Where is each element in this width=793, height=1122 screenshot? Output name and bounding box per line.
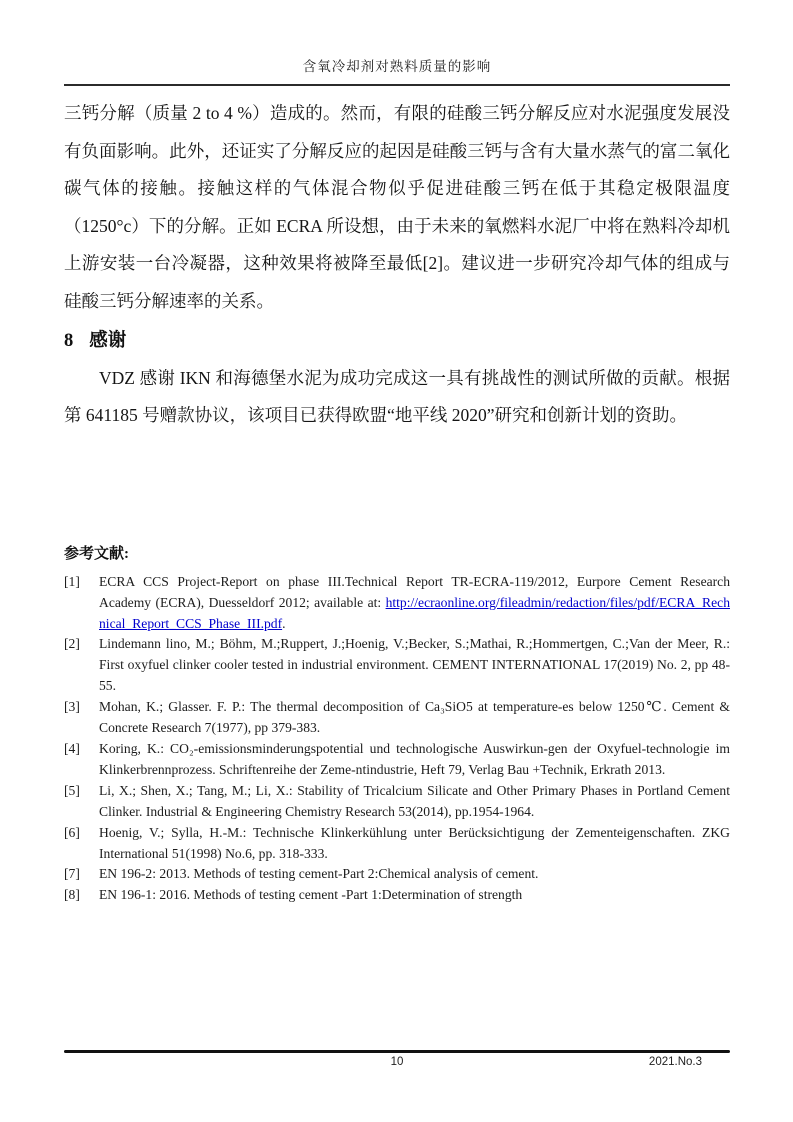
reference-text: Hoenig, V.; Sylla, H.-M.: Technische Klinkerkühlung unter Berücksichtigung der Zementeigenschaften. ZKG International 51(1998) No.6, pp. 318-333. <box>99 824 730 861</box>
reference-label: [8] <box>64 887 80 903</box>
reference-text-before-link: ECRA CCS Project-Report on phase III.Technical Report TR-ECRA-119/2012, Eurpore Cement Research Academy (ECRA), Duesseldorf 2012; available at: <box>99 573 730 610</box>
reference-text: EN 196-2: 2013. Methods of testing cement-Part 2:Chemical analysis of cement. <box>99 866 539 882</box>
references-list <box>64 572 730 907</box>
reference-text: Lindemann lino, M.; Böhm, M.;Ruppert, J.;Hoenig, V.;Becker, S.;Mathai, R.;Hommertgen, C.;Van der Meer, R.: First oxyfuel clinker cooler tested in industrial environment. CEMENT INTERNATIONAL 17(2019) No. 2, pp 48-55. <box>99 636 730 694</box>
reference-item-6 <box>64 823 730 865</box>
issue-number: 2021.No.3 <box>648 1056 702 1068</box>
reference-label: [4] <box>64 741 80 756</box>
page-header <box>64 0 730 86</box>
reference-label: [1] <box>64 573 80 589</box>
section-8-heading <box>64 327 730 355</box>
reference-item-1 <box>64 572 730 635</box>
section-number: 8 <box>64 330 74 351</box>
page-footer <box>64 1050 730 1072</box>
running-head-title: 含氧冷却剂对熟料质量的影响 <box>302 59 492 74</box>
footer-row <box>64 1056 730 1072</box>
reference-text: Mohan, K.; Glasser. F. P.: The thermal decomposition of Ca₃SiO5 at temperature-es below 1250℃. Cement & Concrete Research 7(1977), pp 379-383. <box>99 699 730 736</box>
body-paragraph-continuation: 三钙分解（质量 2 to 4 %）造成的。然而，有限的硅酸三钙分解反应对水泥强度发展没有负面影响。此外，还证实了分解反应的起因是硅酸三钙与含有大量水蒸气的富二氧化碳气体的接触。接触这样的气体混合物似乎促进硅酸三钙在低于其稳定极限温度（1250°c）下的分解。正如 ECRA 所设想，由于未来的氧燃料水泥厂中将在熟料冷却机上游安装一台冷凝器，这种效果将被降至最低[2]。建议进一步研究冷却气体的组成与硅酸三钙分解速率的关系。 <box>64 103 730 311</box>
acknowledgement-paragraph: VDZ 感谢 IKN 和海德堡水泥为成功完成这一具有挑战性的测试所做的贡献。根据第 641185 号赠款协议，该项目已获得欧盟“地平线 2020”研究和创新计划的资助。 <box>64 367 730 426</box>
reference-text: Koring, K.: CO₂-emissionsminderungspotential und technologische Auswirkun-gen der Oxyfuel-technologie im Klinkerbrennprozess. Schriftenreihe der Zeme-ntindustrie, Heft 79, Verlag Bau +Technik, Erkrath 2013. <box>99 741 730 777</box>
reference-item-4 <box>64 739 730 781</box>
reference-label: [6] <box>64 824 80 840</box>
reference-item-3 <box>64 697 730 739</box>
reference-label: [3] <box>64 699 80 715</box>
vertical-spacer <box>64 435 730 543</box>
reference-item-5 <box>64 781 730 823</box>
section-title: 感谢 <box>89 330 127 351</box>
reference-item-8 <box>64 885 730 906</box>
page-number: 10 <box>390 1056 404 1068</box>
reference-text: EN 196-1: 2016. Methods of testing cement -Part 1:Determination of strength <box>99 887 523 903</box>
reference-item-7 <box>64 864 730 885</box>
footer-divider-line <box>64 1050 730 1053</box>
reference-url-link[interactable]: http://ecraonline.org/fileadmin/redaction/files/pdf/ECRA_Rechnical_Report_CCS_Phase_III.pdf <box>99 594 730 631</box>
reference-text <box>99 572 730 635</box>
reference-item-2 <box>64 634 730 697</box>
reference-label: [5] <box>64 782 80 798</box>
reference-text: Li, X.; Shen, X.; Tang, M.; Li, X.: Stability of Tricalcium Silicate and Other Primary Phases in Portland Cement Clinker. Industrial & Engineering Chemistry Research 53(2014), pp.1954-1964. <box>99 782 730 819</box>
reference-text-after-link: . <box>282 615 286 631</box>
page-content <box>64 0 730 906</box>
references-heading: 参考文献: <box>64 545 129 562</box>
reference-label: [2] <box>64 636 80 652</box>
reference-label: [7] <box>64 866 80 882</box>
